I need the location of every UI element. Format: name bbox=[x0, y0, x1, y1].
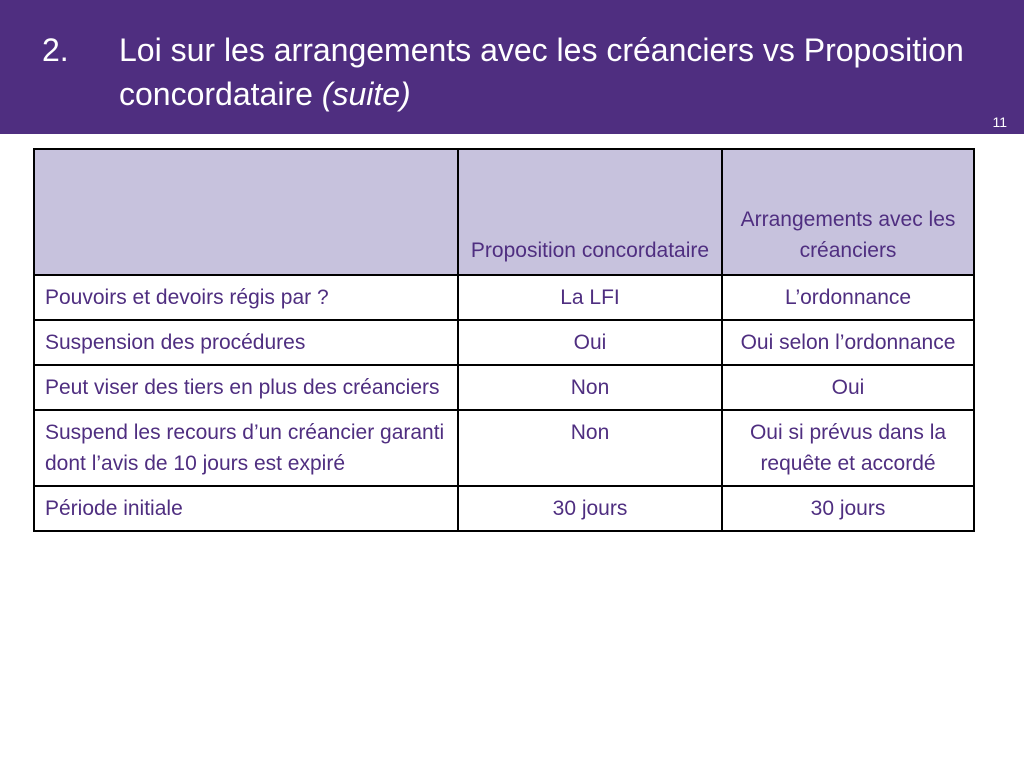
row-label: Peut viser des tiers en plus des créanciers bbox=[34, 365, 458, 410]
cell-arrangements: Oui si prévus dans la requête et accordé bbox=[722, 410, 974, 486]
cell-proposition: Non bbox=[458, 410, 722, 486]
table-row bbox=[34, 320, 974, 365]
row-label: Suspension des procédures bbox=[34, 320, 458, 365]
cell-proposition: La LFI bbox=[458, 275, 722, 320]
cell-proposition: Oui bbox=[458, 320, 722, 365]
cell-arrangements: L’ordonnance bbox=[722, 275, 974, 320]
table-row bbox=[34, 486, 974, 531]
slide-title bbox=[119, 28, 999, 116]
table-header-arrangements: Arrangements avec les créanciers bbox=[722, 149, 974, 275]
row-label: Période initiale bbox=[34, 486, 458, 531]
cell-arrangements: Oui selon l’ordonnance bbox=[722, 320, 974, 365]
cell-arrangements: Oui bbox=[722, 365, 974, 410]
slide-title-suffix: (suite) bbox=[321, 76, 411, 112]
cell-proposition: Non bbox=[458, 365, 722, 410]
row-label: Pouvoirs et devoirs régis par ? bbox=[34, 275, 458, 320]
cell-arrangements: 30 jours bbox=[722, 486, 974, 531]
table-header-proposition: Proposition concordataire bbox=[458, 149, 722, 275]
title-number: 2. bbox=[42, 32, 69, 68]
table-header-row bbox=[34, 149, 974, 275]
slide-title-main: Loi sur les arrangements avec les créanciers vs Proposition concordataire bbox=[119, 32, 964, 112]
table-row bbox=[34, 410, 974, 486]
title-bar bbox=[0, 0, 1024, 134]
cell-proposition: 30 jours bbox=[458, 486, 722, 531]
slide-number: 11 bbox=[992, 114, 1007, 130]
comparison-table bbox=[33, 148, 975, 532]
table-header-empty bbox=[34, 149, 458, 275]
table-row bbox=[34, 275, 974, 320]
table-row bbox=[34, 365, 974, 410]
row-label: Suspend les recours d’un créancier garanti dont l’avis de 10 jours est expiré bbox=[34, 410, 458, 486]
